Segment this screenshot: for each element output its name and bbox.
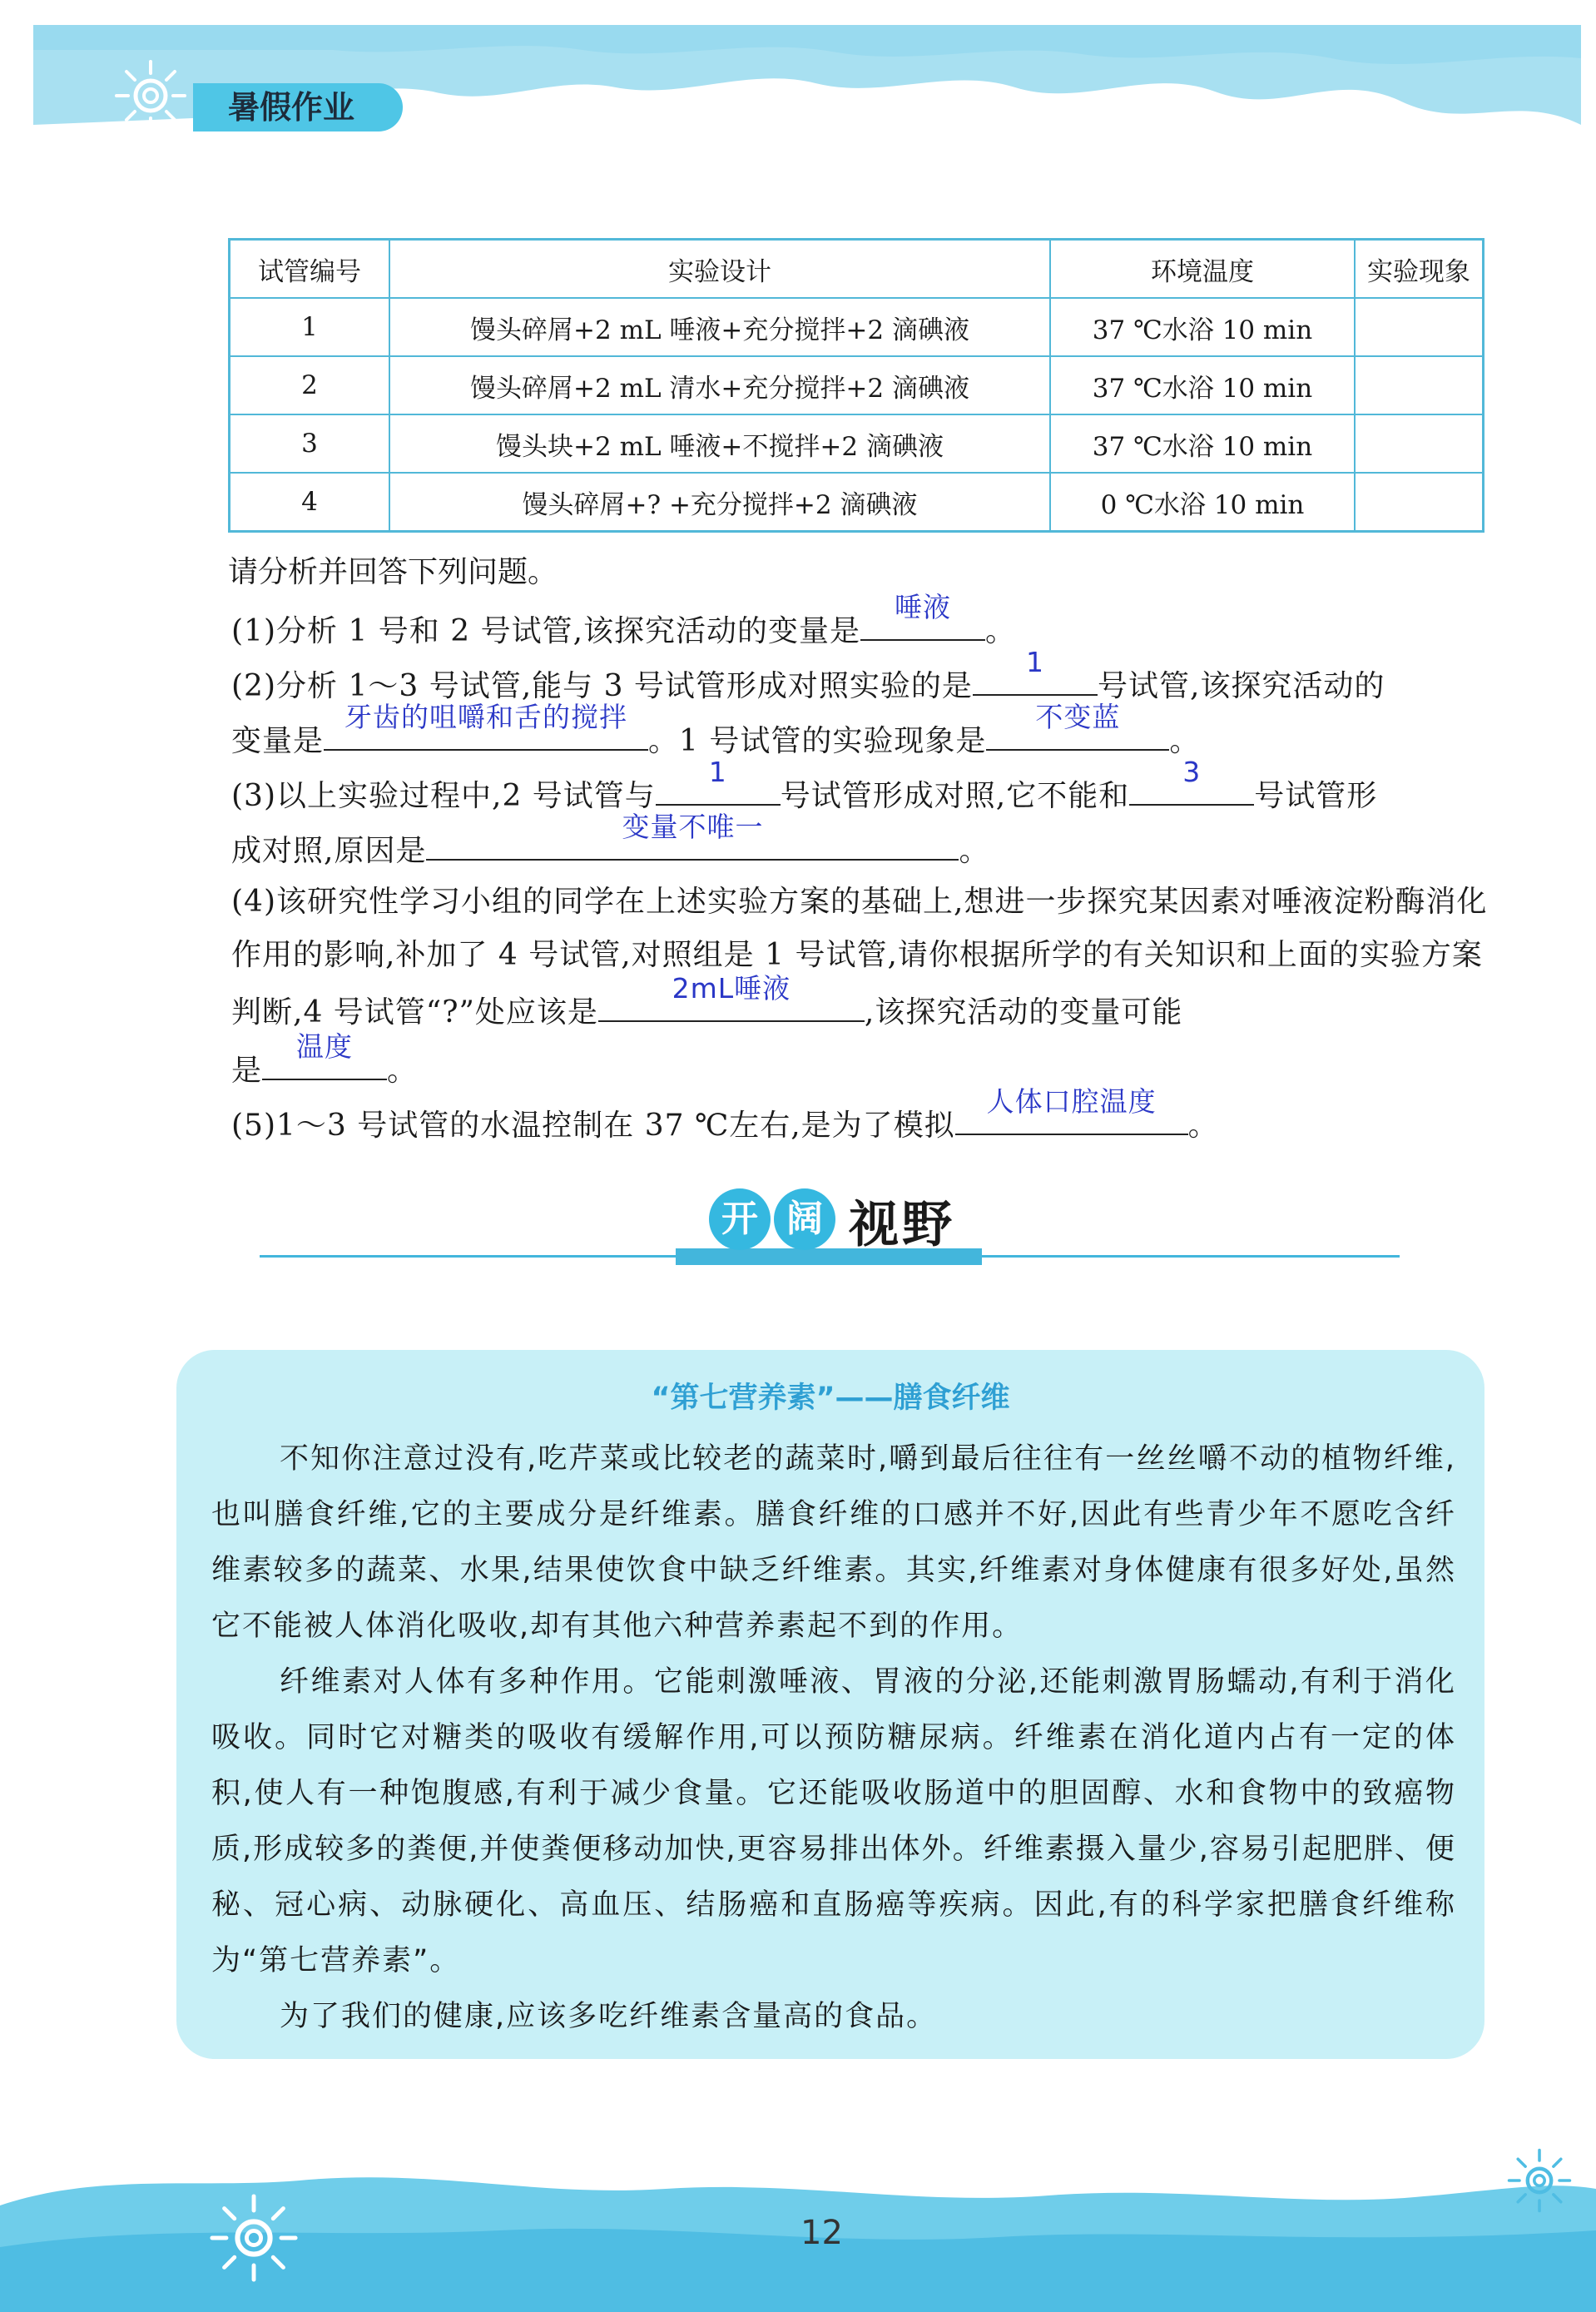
question-4 bbox=[231, 876, 1488, 1039]
sun-icon bbox=[1506, 2147, 1573, 2217]
table-row bbox=[230, 298, 1484, 356]
question-text: 。 bbox=[387, 1054, 419, 1088]
question-text: (3)以上实验过程中,2 号试管与 bbox=[231, 779, 656, 813]
page-number: 12 bbox=[800, 2214, 843, 2252]
handwritten-answer: 1 bbox=[1025, 646, 1044, 678]
questions-intro: 请分析并回答下列问题。 bbox=[228, 555, 558, 589]
table-cell: 馒头碎屑+2 mL 唾液+充分搅拌+2 滴碘液 bbox=[389, 298, 1050, 356]
table-cell: 1 bbox=[230, 298, 390, 356]
reading-title: “第七营养素”——膳食纤维 bbox=[651, 1382, 1010, 1415]
handwritten-answer: 3 bbox=[1182, 756, 1202, 788]
column-header: 实验现象 bbox=[1355, 240, 1484, 299]
question-text: 成对照,原因是 bbox=[231, 834, 427, 868]
section-title: 视野 bbox=[849, 1196, 955, 1254]
sun-icon bbox=[113, 58, 188, 136]
handwritten-answer: 2mL唾液 bbox=[672, 972, 791, 1005]
answer-blank[interactable] bbox=[973, 646, 1098, 696]
answer-blank[interactable] bbox=[426, 811, 959, 861]
column-header: 环境温度 bbox=[1050, 240, 1355, 299]
question-1 bbox=[231, 591, 1488, 658]
answer-blank[interactable] bbox=[955, 1085, 1188, 1135]
table-row bbox=[230, 473, 1484, 532]
question-text: (4)该研究性学习小组的同学在上述实验方案的基础上,想进一步探究某因素对唾液淀粉酶消化作用的影响,补加了 4 号试管,对照组是 1 号试管,请你根据所学的有关知识和上面的实验方案判断,4 号试管“?”处应该是 bbox=[231, 885, 1488, 1029]
answer-blank[interactable] bbox=[324, 701, 648, 751]
table-cell: 2 bbox=[230, 356, 390, 414]
reading-paragraph: 不知你注意过没有,吃芹菜或比较老的蔬菜时,嚼到最后往往有一丝丝嚼不动的植物纤维,也叫膳食纤维,它的主要成分是纤维素。膳食纤维的口感并不好,因此有些青少年不愿吃含纤维素较多的蔬菜、水果,结果使饮食中缺乏纤维素。其实,纤维素对身体健康有很多好处,虽然它不能被人体消化吸收,却有其他六种营养素起不到的作用。 bbox=[211, 1442, 1456, 1643]
question-text: 。 bbox=[985, 614, 1017, 648]
section-badge: 阔 bbox=[774, 1188, 835, 1250]
table-row bbox=[230, 414, 1484, 473]
table-cell: 馒头碎屑+? +充分搅拌+2 滴碘液 bbox=[389, 473, 1050, 532]
handwritten-answer: 不变蓝 bbox=[1035, 701, 1121, 733]
table-cell: 37 ℃水浴 10 min bbox=[1050, 298, 1355, 356]
table-cell bbox=[1355, 414, 1484, 473]
table-cell: 3 bbox=[230, 414, 390, 473]
answer-blank[interactable] bbox=[262, 1030, 387, 1080]
question-3-cont bbox=[231, 811, 1488, 878]
question-text: 号试管,该探究活动的 bbox=[1097, 669, 1385, 703]
question-text: 变量是 bbox=[231, 724, 325, 758]
question-5 bbox=[231, 1085, 1488, 1153]
column-header: 试管编号 bbox=[230, 240, 390, 299]
question-text: (1)分析 1 号和 2 号试管,该探究活动的变量是 bbox=[231, 614, 861, 648]
header-title: 暑假作业 bbox=[193, 83, 403, 131]
question-4-cont bbox=[231, 1030, 1488, 1098]
sun-icon bbox=[208, 2192, 300, 2287]
table-cell bbox=[1355, 356, 1484, 414]
handwritten-answer: 唾液 bbox=[895, 591, 952, 623]
handwritten-answer: 变量不唯一 bbox=[622, 811, 764, 843]
reading-paragraph: 为了我们的健康,应该多吃纤维素含量高的食品。 bbox=[280, 2000, 938, 2033]
handwritten-answer: 1 bbox=[708, 756, 727, 788]
handwritten-answer: 牙齿的咀嚼和舌的搅拌 bbox=[344, 701, 628, 733]
section-badge: 开 bbox=[709, 1188, 771, 1250]
question-text: 。1 号试管的实验现象是 bbox=[648, 724, 987, 758]
column-header: 实验设计 bbox=[389, 240, 1050, 299]
table-cell: 馒头碎屑+2 mL 清水+充分搅拌+2 滴碘液 bbox=[389, 356, 1050, 414]
answer-blank[interactable] bbox=[656, 756, 781, 806]
table-cell: 37 ℃水浴 10 min bbox=[1050, 414, 1355, 473]
question-text: (2)分析 1～3 号试管,能与 3 号试管形成对照实验的是 bbox=[231, 669, 973, 703]
answer-blank[interactable] bbox=[860, 591, 985, 641]
table-cell: 馒头块+2 mL 唾液+不搅拌+2 滴碘液 bbox=[389, 414, 1050, 473]
reading-paragraph: 纤维素对人体有多种作用。它能刺激唾液、胃液的分泌,还能刺激胃肠蠕动,有利于消化吸收。同时它对糖类的吸收有缓解作用,可以预防糖尿病。纤维素在消化道内占有一定的体积,使人有一种饱腹感,有利于减少食量。它还能吸收肠道中的胆固醇、水和食物中的致癌物质,形成较多的粪便,并使粪便移动加快,更容易排出体外。纤维素摄入量少,容易引起肥胖、便秘、冠心病、动脉硬化、高血压、结肠癌和直肠癌等疾病。因此,有的科学家把膳食纤维称为“第七营养素”。 bbox=[211, 1665, 1456, 1977]
experiment-table bbox=[228, 238, 1484, 533]
answer-blank[interactable] bbox=[1129, 756, 1254, 806]
table-cell bbox=[1355, 298, 1484, 356]
question-text: (5)1～3 号试管的水温控制在 37 ℃左右,是为了模拟 bbox=[231, 1109, 955, 1143]
question-text: 。 bbox=[1187, 1109, 1219, 1143]
question-2-cont bbox=[231, 701, 1488, 768]
answer-blank[interactable] bbox=[598, 972, 865, 1022]
table-row bbox=[230, 356, 1484, 414]
table-cell: 4 bbox=[230, 473, 390, 532]
answer-blank[interactable] bbox=[986, 701, 1169, 751]
table-cell: 0 ℃水浴 10 min bbox=[1050, 473, 1355, 532]
question-text: 。 bbox=[959, 834, 990, 868]
table-cell: 37 ℃水浴 10 min bbox=[1050, 356, 1355, 414]
table-cell bbox=[1355, 473, 1484, 532]
table-header-row bbox=[230, 240, 1484, 299]
question-text: 是 bbox=[231, 1054, 263, 1088]
question-text: 。 bbox=[1169, 724, 1201, 758]
question-text: 号试管形成对照,它不能和 bbox=[780, 779, 1130, 813]
question-text: 号试管形 bbox=[1254, 779, 1378, 813]
handwritten-answer: 温度 bbox=[296, 1030, 354, 1063]
handwritten-answer: 人体口腔温度 bbox=[986, 1085, 1157, 1118]
question-text: ,该探究活动的变量可能 bbox=[864, 995, 1183, 1029]
